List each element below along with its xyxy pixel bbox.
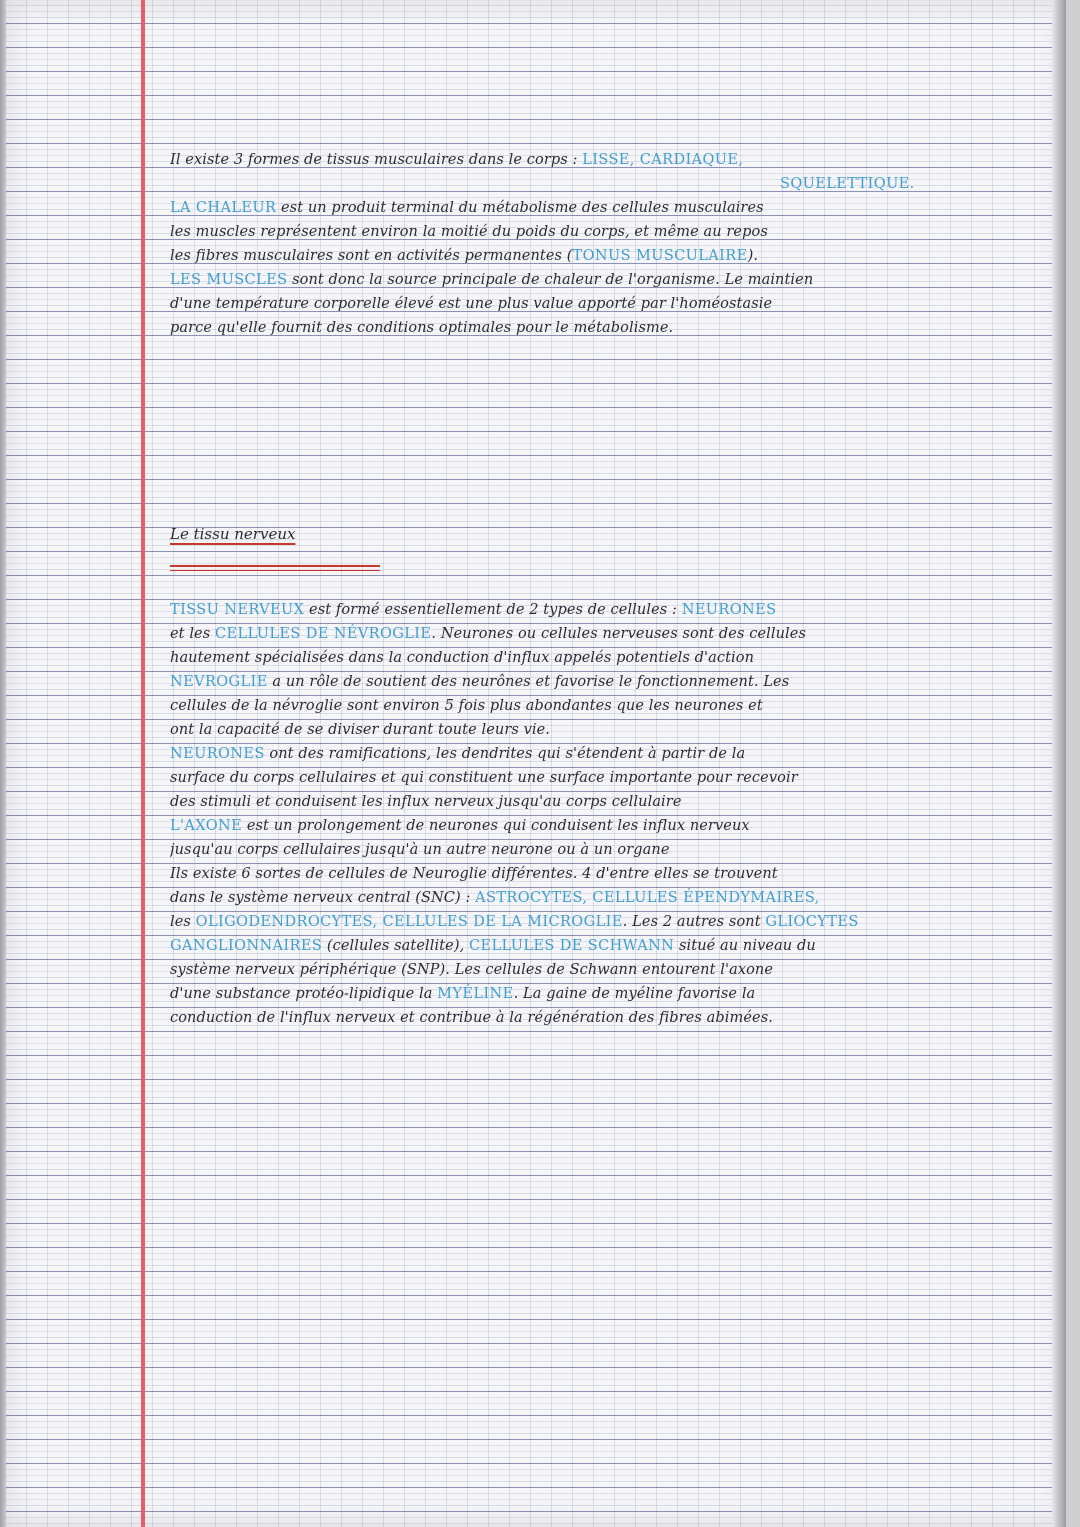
text-line bbox=[170, 718, 1050, 742]
text: . Les 2 autres sont bbox=[622, 914, 766, 930]
text: sont donc la source principale de chaleur de l'organisme. Le maintien bbox=[287, 272, 814, 288]
text: parce qu'elle fournit des conditions optimales pour le métabolisme. bbox=[170, 320, 674, 336]
text: Il existe 3 formes de tissus musculaires dans le corps : bbox=[170, 152, 583, 168]
text: dans le système nerveux central (SNC) : bbox=[170, 890, 476, 906]
text-line bbox=[170, 268, 1050, 292]
keyword: LISSE, CARDIAQUE, bbox=[582, 152, 744, 168]
text-line bbox=[170, 292, 1050, 316]
keyword: TONUS MUSCULAIRE bbox=[572, 248, 748, 264]
text: d'une substance protéo-lipidique la bbox=[170, 986, 438, 1002]
text-line bbox=[170, 934, 1050, 958]
text: système nerveux périphérique (SNP). Les cellules de Schwann entourent l'axone bbox=[170, 962, 774, 978]
keyword: NEVROGLIE bbox=[170, 674, 268, 690]
paragraph-nervous-tissue bbox=[170, 598, 1050, 1030]
keyword: LES MUSCLES bbox=[170, 272, 288, 288]
text-line bbox=[170, 316, 1050, 340]
text-line bbox=[170, 862, 1050, 886]
text-line bbox=[170, 244, 1050, 268]
keyword: L'AXONE bbox=[170, 818, 243, 834]
red-margin-line bbox=[141, 0, 145, 1527]
keyword: ASTROCYTES, CELLULES ÉPENDYMAIRES, bbox=[475, 890, 820, 906]
text-line bbox=[170, 148, 1050, 172]
keyword: GLIOCYTES bbox=[765, 914, 859, 930]
text: ont des ramifications, les dendrites qui s'étendent à partir de la bbox=[264, 746, 746, 762]
text-line bbox=[170, 742, 1050, 766]
text-line bbox=[170, 694, 1050, 718]
text: les bbox=[170, 914, 196, 930]
text: . La gaine de myéline favorise la bbox=[513, 986, 756, 1002]
keyword: CELLULES DE SCHWANN bbox=[469, 938, 675, 954]
section-title: Le tissu nerveux bbox=[170, 525, 296, 543]
text: et les bbox=[170, 626, 215, 642]
text-line bbox=[170, 790, 1050, 814]
text: d'une température corporelle élevé est une plus value apporté par l'homéostasie bbox=[170, 296, 773, 312]
keyword: NEURONES bbox=[681, 602, 777, 618]
text-line bbox=[170, 958, 1050, 982]
paragraph-muscle-tissue bbox=[170, 148, 1050, 340]
text: . Neurones ou cellules nerveuses sont des cellules bbox=[431, 626, 807, 642]
text: Ils existe 6 sortes de cellules de Neuroglie différentes. 4 d'entre elles se trouvent bbox=[170, 866, 778, 882]
text: cellules de la névroglie sont environ 5 fois plus abondantes que les neurones et bbox=[170, 698, 763, 714]
text-line bbox=[170, 670, 1050, 694]
keyword: GANGLIONNAIRES bbox=[170, 938, 323, 954]
text: situé au niveau du bbox=[674, 938, 816, 954]
text: jusqu'au corps cellulaires jusqu'à un autre neurone ou à un organe bbox=[170, 842, 670, 858]
text: ). bbox=[747, 248, 759, 264]
keyword: LA CHALEUR bbox=[170, 200, 277, 216]
text-line bbox=[170, 814, 1050, 838]
text: conduction de l'influx nerveux et contribue à la régénération des fibres abimées. bbox=[170, 1010, 773, 1026]
text-line bbox=[170, 766, 1050, 790]
text: a un rôle de soutient des neurônes et favorise le fonctionnement. Les bbox=[267, 674, 790, 690]
text-line bbox=[170, 598, 1050, 622]
text-line bbox=[170, 982, 1050, 1006]
text-line bbox=[170, 622, 1050, 646]
text-line bbox=[170, 196, 1050, 220]
text: est un produit terminal du métabolisme des cellules musculaires bbox=[276, 200, 764, 216]
text-line bbox=[170, 646, 1050, 670]
keyword: CELLULES DE NÉVROGLIE bbox=[215, 626, 432, 642]
keyword: OLIGODENDROCYTES, CELLULES DE LA MICROGLIE bbox=[195, 914, 623, 930]
text-line bbox=[170, 1006, 1050, 1030]
keyword: NEURONES bbox=[170, 746, 265, 762]
keyword: SQUELETTIQUE. bbox=[780, 176, 915, 192]
text: (cellules satellite), bbox=[322, 938, 470, 954]
text-line bbox=[170, 172, 1050, 196]
text-line bbox=[170, 886, 1050, 910]
text-line bbox=[170, 220, 1050, 244]
text: des stimuli et conduisent les influx nerveux jusqu'au corps cellulaire bbox=[170, 794, 682, 810]
keyword: MYÉLINE bbox=[437, 986, 514, 1002]
text: hautement spécialisées dans la conduction d'influx appelés potentiels d'action bbox=[170, 650, 755, 666]
text: est formé essentiellement de 2 types de cellules : bbox=[304, 602, 682, 618]
keyword: TISSU NERVEUX bbox=[170, 602, 305, 618]
page-edge bbox=[1052, 0, 1066, 1527]
text: surface du corps cellulaires et qui constituent une surface importante pour recevoir bbox=[170, 770, 798, 786]
text: est un prolongement de neurones qui conduisent les influx nerveux bbox=[242, 818, 750, 834]
text-line bbox=[170, 910, 1050, 934]
title-underline bbox=[170, 565, 380, 571]
text: les fibres musculaires sont en activités permanentes ( bbox=[170, 248, 573, 264]
text: ont la capacité de se diviser durant toute leurs vie. bbox=[170, 722, 551, 738]
text-line bbox=[170, 838, 1050, 862]
text: les muscles représentent environ la moitié du poids du corps, et même au repos bbox=[170, 224, 768, 240]
